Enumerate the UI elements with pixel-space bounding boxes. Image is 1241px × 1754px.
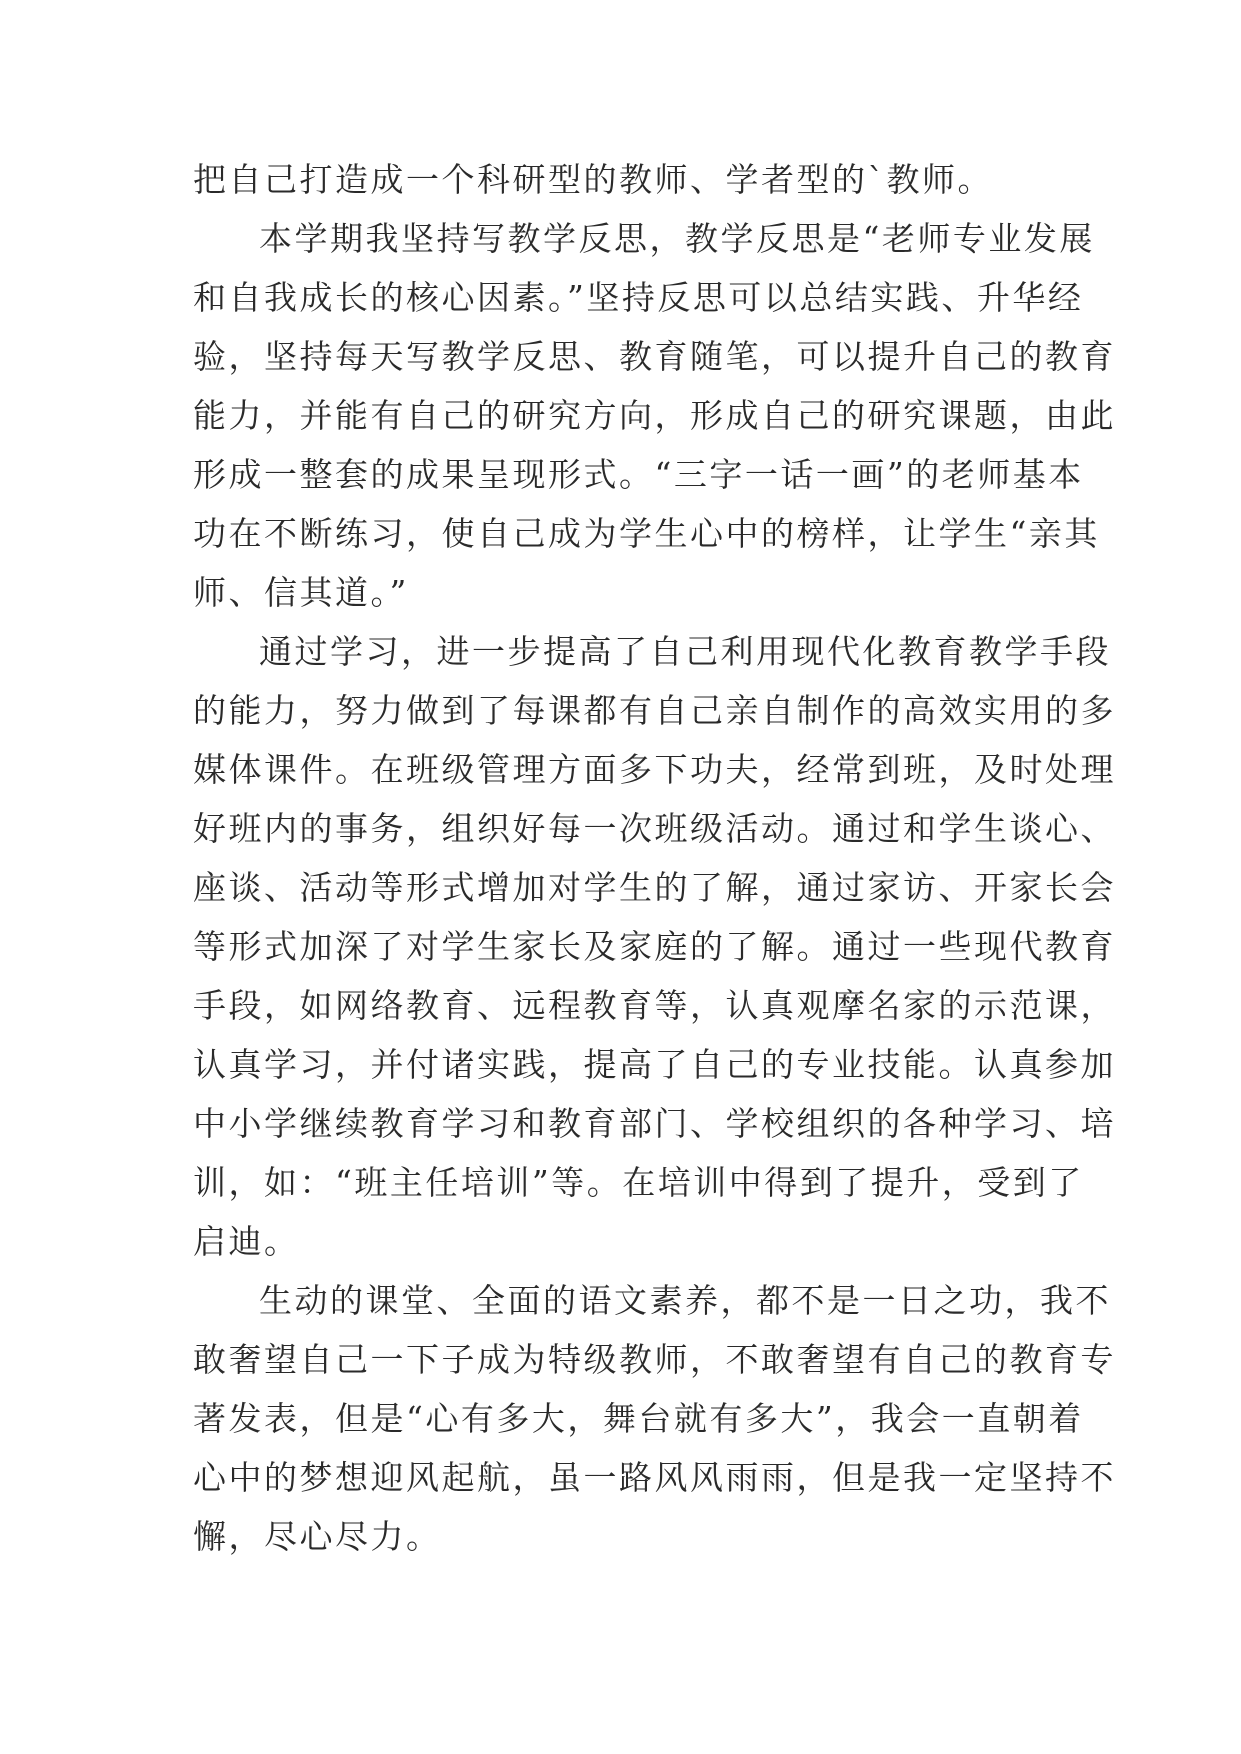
text-line: 把自己打造成一个科研型的教师、学者型的`教师。 (193, 160, 993, 199)
text-line: 懈，尽心尽力。 (193, 1517, 442, 1556)
document-body (193, 150, 1116, 1566)
text-line: 心中的梦想迎风起航，虽一路风风雨雨，但是我一定坚持不 (193, 1458, 1116, 1497)
text-line: 功在不断练习，使自己成为学生心中的榜样，让学生“亲其 (193, 514, 1100, 553)
text-line: 等形式加深了对学生家长及家庭的了解。通过一些现代教育 (193, 927, 1116, 966)
text-line: 训，如：“班主任培训”等。在培训中得到了提升，受到了 (193, 1163, 1084, 1202)
text-line: 师、信其道。” (193, 573, 409, 612)
text-line: 认真学习，并付诸实践，提高了自己的专业技能。认真参加 (193, 1045, 1116, 1084)
text-line: 的能力，努力做到了每课都有自己亲自制作的高效实用的多 (193, 691, 1116, 730)
paragraph-start-line: 本学期我坚持写教学反思，教学反思是“老师专业发展 (259, 219, 1095, 258)
text-line: 验，坚持每天写教学反思、教育随笔，可以提升自己的教育 (193, 337, 1116, 376)
text-line: 中小学继续教育学习和教育部门、学校组织的各种学习、培 (193, 1104, 1116, 1143)
text-line: 好班内的事务，组织好每一次班级活动。通过和学生谈心、 (193, 809, 1116, 848)
text-line: 形成一整套的成果呈现形式。“三字一话一画”的老师基本 (193, 455, 1084, 494)
text-line: 著发表，但是“心有多大，舞台就有多大”，我会一直朝着 (193, 1399, 1084, 1438)
text-line: 和自我成长的核心因素。”坚持反思可以总结实践、升华经 (193, 278, 1084, 317)
paragraph-start-line: 生动的课堂、全面的语文素养，都不是一日之功，我不 (259, 1281, 1111, 1320)
text-line: 手段，如网络教育、远程教育等，认真观摩名家的示范课， (193, 986, 1116, 1025)
text-line: 能力，并能有自己的研究方向，形成自己的研究课题，由此 (193, 396, 1116, 435)
paragraph-start-line: 通过学习，进一步提高了自己利用现代化教育教学手段 (259, 632, 1111, 671)
text-line: 敢奢望自己一下子成为特级教师，不敢奢望有自己的教育专 (193, 1340, 1116, 1379)
text-line: 启迪。 (193, 1222, 300, 1261)
text-line: 媒体课件。在班级管理方面多下功夫，经常到班，及时处理 (193, 750, 1116, 789)
text-line: 座谈、活动等形式增加对学生的了解，通过家访、开家长会 (193, 868, 1116, 907)
